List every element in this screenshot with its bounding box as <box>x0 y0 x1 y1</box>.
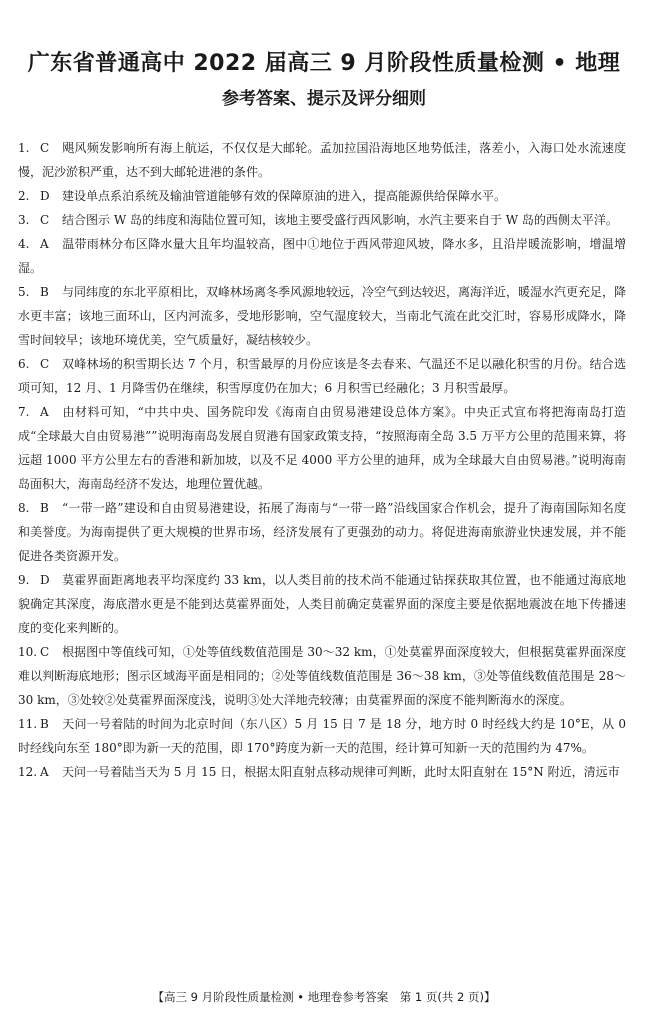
answer-item-3 <box>18 208 626 232</box>
item-number: 5. <box>18 285 30 299</box>
item-number: 11. <box>18 717 38 731</box>
item-number: 6. <box>18 357 30 371</box>
item-number: 10. <box>18 645 38 659</box>
page-footer: 【高三 9 月阶段性质量检测 • 地理卷参考答案 第 1 页(共 2 页)】 <box>152 990 496 1004</box>
item-number: 3. <box>18 213 30 227</box>
answer-item-11 <box>18 712 626 760</box>
page-subtitle: 参考答案、提示及评分细则 <box>222 89 426 109</box>
item-explanation: 双峰林场的积雪期长达 7 个月，积雪最厚的月份应该是冬去春来、气温还不足以融化积雪的月份。结合选项可知，12 月、1 月降雪仍在继续，积雪厚度仍在加大；6 月积雪已经融化；3 月积雪最厚。 <box>18 357 626 395</box>
item-explanation: 根据图中等值线可知，①处等值线数值范围是 30～32 km，①处莫霍界面深度较大，但根据莫霍界面深度难以判断海底地形；图示区域海平面是相同的；②处等值线数值范围是 36～38 km，③处等值线数值范围是 28～30 km，③处较②处莫霍界面深度浅，说明③处大洋地壳较薄；由莫霍界面的深度不能判断海水的深度。 <box>18 645 626 707</box>
item-explanation: 由材料可知，“中共中央、国务院印发《海南自由贸易港建设总体方案》。中央正式宣布将把海南岛打造成“全球最大自由贸易港””说明海南岛发展自贸港有国家政策支持，“按照海南全岛 3.5 万平方公里的范围来算，将远超 1000 平方公里左右的香港和新加坡，以及不足 4000 平方公里的迪拜，成为全球最大自由贸易港。”说明海南岛面积大，海南岛经济不发达，地理位置优越。 <box>18 405 626 491</box>
item-explanation: 与同纬度的东北平原相比，双峰林场离冬季风源地较远，冷空气到达较迟，离海洋近，暖湿水汽更充足，降水更丰富；该地三面环山，区内河流多，受地形影响，空气湿度较大，当南北气流在此交汇时，容易形成降水，降雪时间较早；该地环境优美，空气质量好，凝结核较少。 <box>18 285 627 347</box>
item-explanation: 天问一号着陆当天为 5 月 15 日，根据太阳直射点移动规律可判断，此时太阳直射在 15°N 附近，清远市 <box>62 765 620 779</box>
item-number: 9. <box>18 573 30 587</box>
item-explanation: 莫霍界面距离地表平均深度约 33 km，以人类目前的技术尚不能通过钻探获取其位置，也不能通过海底地貌确定其深度，海底潜水更是不能到达莫霍界面处，人类目前确定莫霍界面的深度主要是依据地震波在地下传播速度的变化来判断的。 <box>18 573 626 635</box>
answer-item-12 <box>18 760 626 784</box>
item-answer: B <box>40 717 49 731</box>
item-answer: D <box>40 573 50 587</box>
item-explanation: 温带雨林分布区降水量大且年均温较高，图中①地位于西风带迎风坡，降水多，且沿岸暖流影响，增温增湿。 <box>18 237 626 275</box>
item-answer: C <box>40 645 50 659</box>
answer-list <box>18 136 626 784</box>
answer-item-10 <box>18 640 626 712</box>
answer-item-7 <box>18 400 626 496</box>
item-explanation: 结合图示 W 岛的纬度和海陆位置可知，该地主要受盛行西风影响，水汽主要来自于 W 岛的西侧太平洋。 <box>62 213 618 227</box>
item-answer: C <box>40 213 50 227</box>
item-explanation: 天问一号着陆的时间为北京时间（东八区）5 月 15 日 7 是 18 分，地方时 0 时经线大约是 10°E，从 0 时经线向东至 180°即为新一天的范围，即 170°跨度为新一天的范围，经计算可知新一天的范围约为 47%。 <box>18 717 626 755</box>
item-answer: A <box>40 237 49 251</box>
item-number: 4. <box>18 237 30 251</box>
answer-item-6 <box>18 352 626 400</box>
item-answer: C <box>40 357 50 371</box>
answer-item-2 <box>18 184 626 208</box>
item-number: 1. <box>18 141 30 155</box>
item-number: 12. <box>18 765 38 779</box>
item-answer: A <box>40 765 49 779</box>
item-number: 2. <box>18 189 30 203</box>
item-explanation: “一带一路”建设和自由贸易港建设，拓展了海南与“一带一路”沿线国家合作机会，提升了海南国际知名度和美誉度。为海南提供了更大规模的世界市场，经济发展有了更强劲的动力。将促进海南旅游业快速发展，并不能促进各类资源开发。 <box>18 501 626 563</box>
answer-item-4 <box>18 232 626 280</box>
item-answer: B <box>40 501 49 515</box>
answer-item-1 <box>18 136 626 184</box>
answer-item-9 <box>18 568 626 640</box>
page-title: 广东省普通高中 2022 届高三 9 月阶段性质量检测 • 地理 <box>27 51 621 76</box>
answer-item-5 <box>18 280 626 352</box>
item-explanation: 飓风频发影响所有海上航运，不仅仅是大邮轮。孟加拉国沿海地区地势低洼，落差小，入海口处水流速度慢，泥沙淤积严重，达不到大邮轮进港的条件。 <box>18 141 626 179</box>
item-answer: D <box>40 189 50 203</box>
item-number: 8. <box>18 501 30 515</box>
item-number: 7. <box>18 405 30 419</box>
item-answer: B <box>40 285 49 299</box>
answer-item-8 <box>18 496 626 568</box>
item-explanation: 建设单点系泊系统及输油管道能够有效的保障原油的进入，提高能源供给保障水平。 <box>62 189 507 203</box>
item-answer: C <box>40 141 50 155</box>
item-answer: A <box>40 405 49 419</box>
